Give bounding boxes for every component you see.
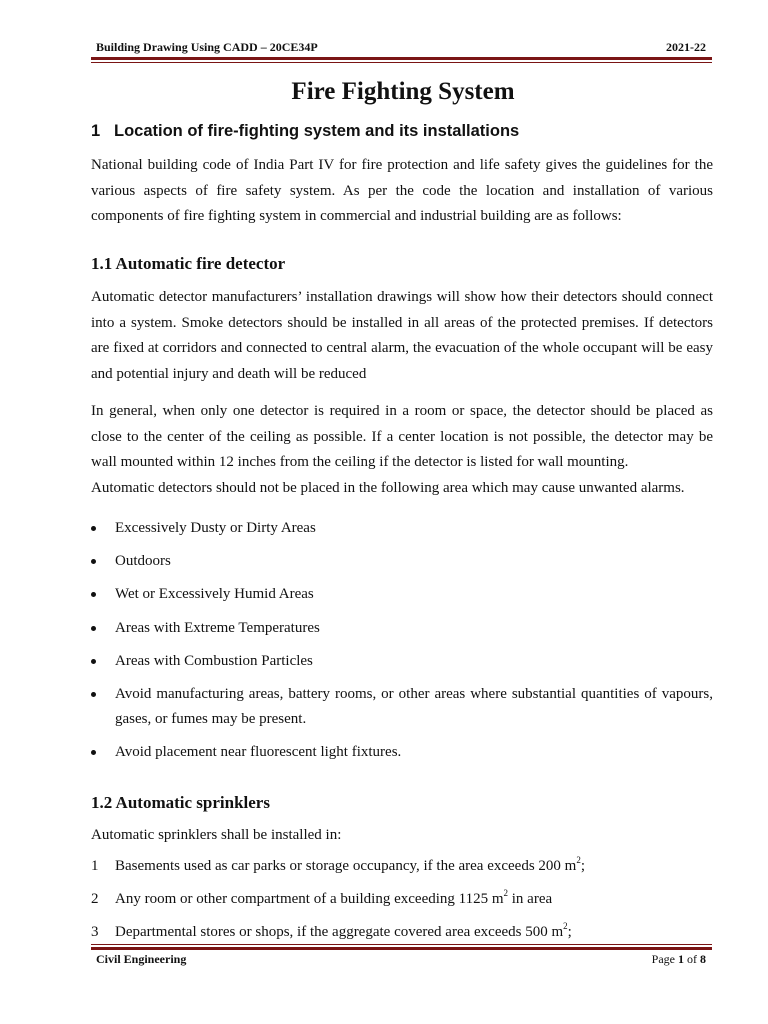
list-item: 3 Departmental stores or shops, if the aggregate covered area exceeds 500 $m^2$; [91,921,572,940]
bullet-icon [91,526,96,531]
section-1-1-para-3: Automatic detectors should not be placed in the following area which may cause unwanted alarms. [91,480,685,496]
list-item: Avoid placement near fluorescent light fixtures. [91,740,713,765]
header-rule-thick [91,57,712,60]
section-1-number: 1 [91,122,101,140]
bullet-icon [91,559,96,564]
bullet-icon [91,750,96,755]
footer-rule-thin [91,944,712,945]
list-item: 1 Basements used as car parks or storage occupancy, if the area exceeds 200 $m^2$; [91,855,586,874]
list-item: Avoid manufacturing areas, battery rooms, or other areas where substantial quantities of vapours, gases, or fumes may be present. [91,682,713,732]
section-1-2-heading: 1.2 Automatic sprinklers [91,793,270,812]
bullet-icon [91,659,96,664]
list-item: Wet or Excessively Humid Areas [91,582,713,607]
footer-department: Civil Engineering [96,952,187,966]
section-1-2-intro: Automatic sprinklers shall be installed in: [91,827,342,843]
bullet-icon [91,626,96,631]
section-1-heading-text: Location of fire-fighting system and its installations [114,122,520,140]
bullet-icon [91,692,96,697]
list-item: 2 Any room or other compartment of a building exceeding 1125 $m^2$ in area [91,888,553,907]
section-1-1-para-2: In general, when only one detector is required in a room or space, the detector should be placed as close to the center of the ceiling as possible. If a center location is not possible, the detector may be wall mounted within 12 inches from the ceiling if the detector is listed for wall mounting. [91,403,713,470]
list-item: Outdoors [91,549,713,574]
header-year: 2021-22 [666,40,706,54]
bullet-icon [91,592,96,597]
section-1-1-heading: 1.1 Automatic fire detector [91,254,286,273]
list-item: Areas with Extreme Temperatures [91,616,713,641]
header-rule-thin [91,62,712,63]
footer-rule-thick [91,947,712,950]
section-1-1-para-1: Automatic detector manufacturers’ installation drawings will show how their detectors should connect into a system. Smoke detectors should be installed in all areas of the protected premises. If detectors are fixed at corridors and connected to central alarm, the evacuation of the whole occupant will be easy and potential injury and death will be reduced [91,289,713,382]
header-course: Building Drawing Using CADD – 20CE34P [96,40,318,54]
list-item: Excessively Dusty or Dirty Areas [91,516,713,541]
section-1-intro: National building code of India Part IV for fire protection and life safety gives the guidelines for the various aspects of fire safety system. As per the code the location and installation of various components of fire fighting system in commercial and industrial building are as follows: [91,157,713,224]
list-item: Areas with Combustion Particles [91,649,713,674]
unwanted-alarm-areas-list [91,516,713,765]
page-title: Fire Fighting System [291,78,515,105]
page-number: Page 1 of 8 [651,952,706,966]
section-1-heading [91,122,519,141]
